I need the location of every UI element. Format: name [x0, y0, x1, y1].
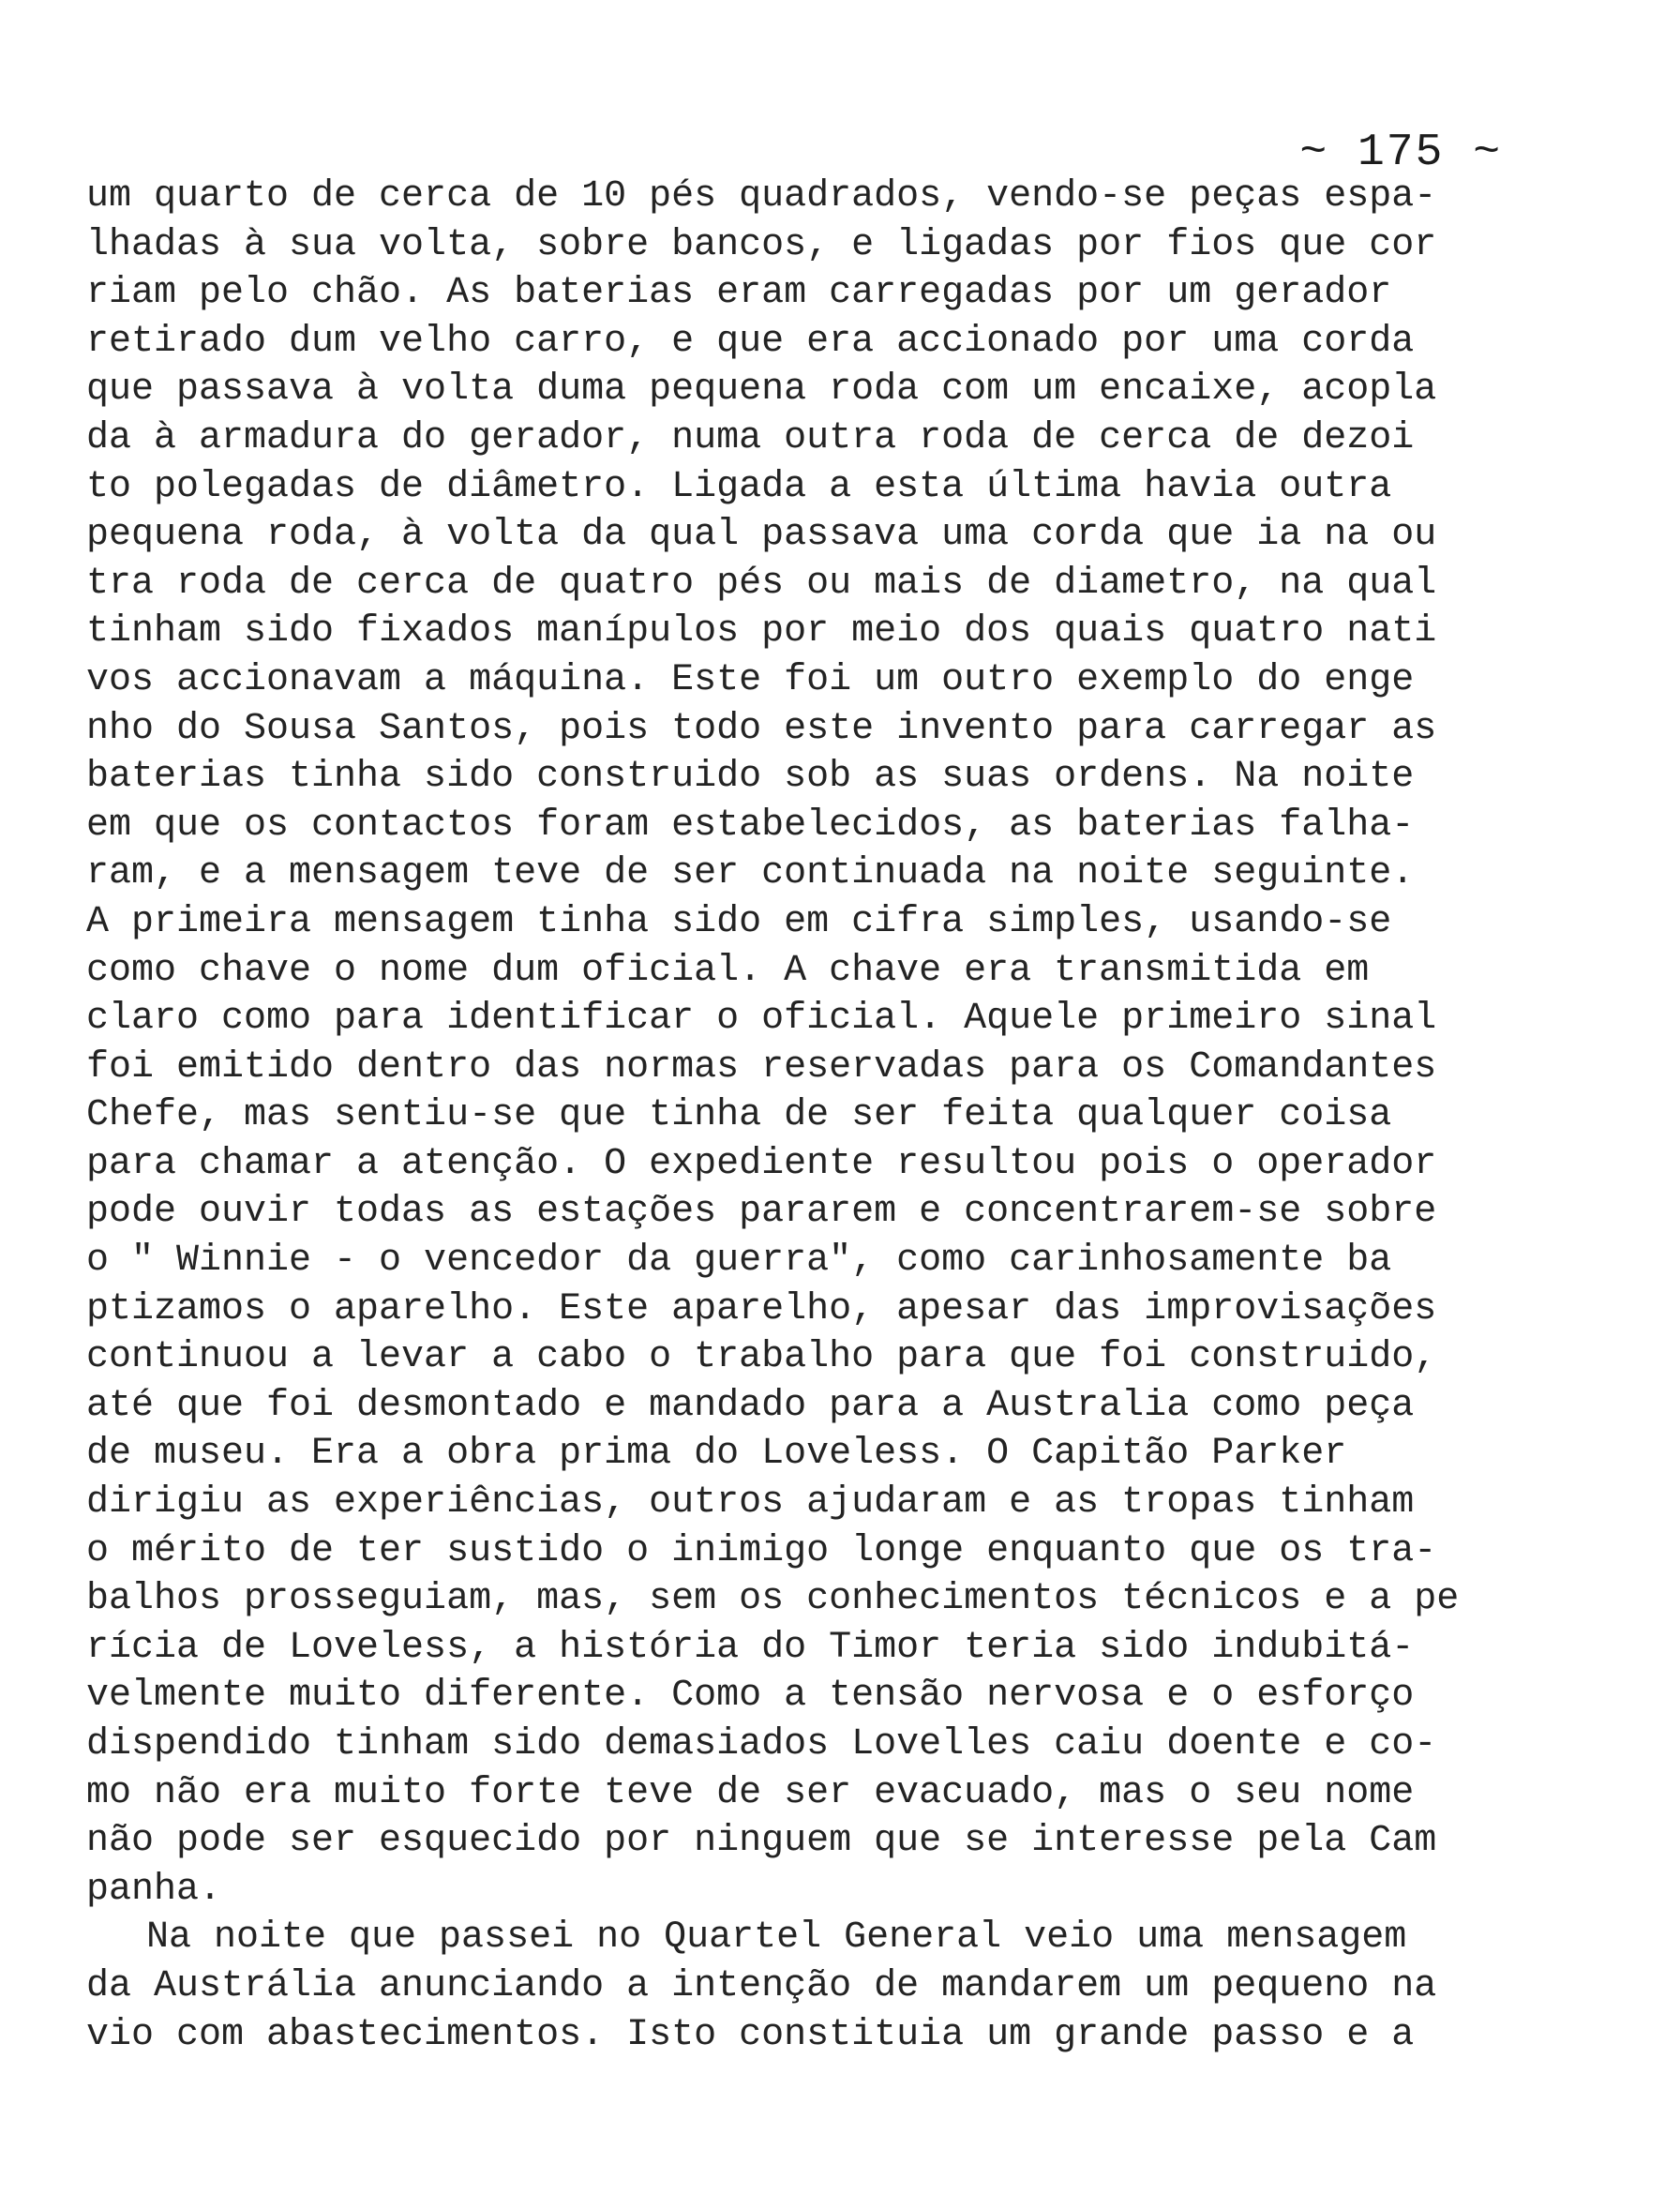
text-line: ptizamos o aparelho. Este aparelho, apesar das improvisações: [86, 1287, 1437, 1330]
text-line: Chefe, mas sentiu-se que tinha de ser feita qualquer coisa: [86, 1094, 1392, 1137]
text-line: continuou a levar a cabo o trabalho para que foi construido,: [86, 1336, 1437, 1379]
text-line: em que os contactos foram estabelecidos, as baterias falha-: [86, 804, 1415, 847]
text-line: velmente muito diferente. Como a tensão nervosa e o esforço: [86, 1675, 1415, 1718]
text-line: rícia de Loveless, a história do Timor teria sido indubitá-: [86, 1626, 1415, 1669]
text-line: nho do Sousa Santos, pois todo este invento para carregar as: [86, 707, 1437, 750]
text-line: claro como para identificar o oficial. Aquele primeiro sinal: [86, 998, 1437, 1041]
text-line: A primeira mensagem tinha sido em cifra simples, usando-se: [86, 900, 1392, 943]
text-line: retirado dum velho carro, e que era accionado por uma corda: [86, 320, 1415, 363]
text-line: até que foi desmontado e mandado para a Australia como peça: [86, 1384, 1415, 1427]
text-line: ram, e a mensagem teve de ser continuada na noite seguinte.: [86, 852, 1415, 895]
paragraph-first-line: Na noite que passei no Quartel General veio uma mensagem: [146, 1916, 1407, 1960]
text-line: um quarto de cerca de 10 pés quadrados, vendo-se peças espa-: [86, 175, 1437, 218]
text-line: de museu. Era a obra prima do Loveless. O Capitão Parker: [86, 1433, 1347, 1476]
text-line: para chamar a atenção. O expediente resultou pois o operador: [86, 1142, 1437, 1185]
text-line: pequena roda, à volta da qual passava uma corda que ia na ou: [86, 514, 1437, 557]
text-line: o mérito de ter sustido o inimigo longe enquanto que os tra-: [86, 1529, 1437, 1572]
text-line: mo não era muito forte teve de ser evacuado, mas o seu nome: [86, 1771, 1415, 1814]
text-line: to polegadas de diâmetro. Ligada a esta última havia outra: [86, 465, 1392, 508]
text-line: panha.: [86, 1868, 222, 1911]
text-line: balhos prosseguiam, mas, sem os conhecimentos técnicos e a pe: [86, 1578, 1460, 1621]
text-line: o " Winnie - o vencedor da guerra", como carinhosamente ba: [86, 1240, 1392, 1283]
text-line: lhadas à sua volta, sobre bancos, e ligadas por fios que cor: [86, 223, 1437, 266]
page-number: ~ 175 ~: [1299, 128, 1502, 178]
text-line: não pode ser esquecido por ninguem que se interesse pela Cam: [86, 1820, 1437, 1863]
typed-text-body: [86, 173, 1521, 2059]
text-line: vos accionavam a máquina. Este foi um outro exemplo do enge: [86, 658, 1415, 701]
text-line: baterias tinha sido construido sob as suas ordens. Na noite: [86, 756, 1415, 799]
text-line: tra roda de cerca de quatro pés ou mais de diametro, na qual: [86, 562, 1437, 605]
text-line: tinham sido fixados manípulos por meio dos quais quatro nati: [86, 610, 1437, 654]
text-line: da Austrália anunciando a intenção de mandarem um pequeno na: [86, 1964, 1437, 2007]
text-line: dispendido tinham sido demasiados Lovelles caiu doente e co-: [86, 1723, 1437, 1766]
text-line: que passava à volta duma pequena roda com um encaixe, acopla: [86, 368, 1437, 412]
text-line: pode ouvir todas as estações pararem e concentrarem-se sobre: [86, 1191, 1437, 1234]
text-line: foi emitido dentro das normas reservadas para os Comandantes: [86, 1045, 1437, 1089]
text-line: riam pelo chão. As baterias eram carregadas por um gerador: [86, 272, 1392, 315]
text-line: como chave o nome dum oficial. A chave era transmitida em: [86, 949, 1370, 992]
text-line: dirigiu as experiências, outros ajudaram e as tropas tinham: [86, 1481, 1415, 1525]
text-line: vio com abastecimentos. Isto constituia um grande passo e a: [86, 2013, 1415, 2056]
text-line: da à armadura do gerador, numa outra roda de cerca de dezoi: [86, 416, 1415, 459]
